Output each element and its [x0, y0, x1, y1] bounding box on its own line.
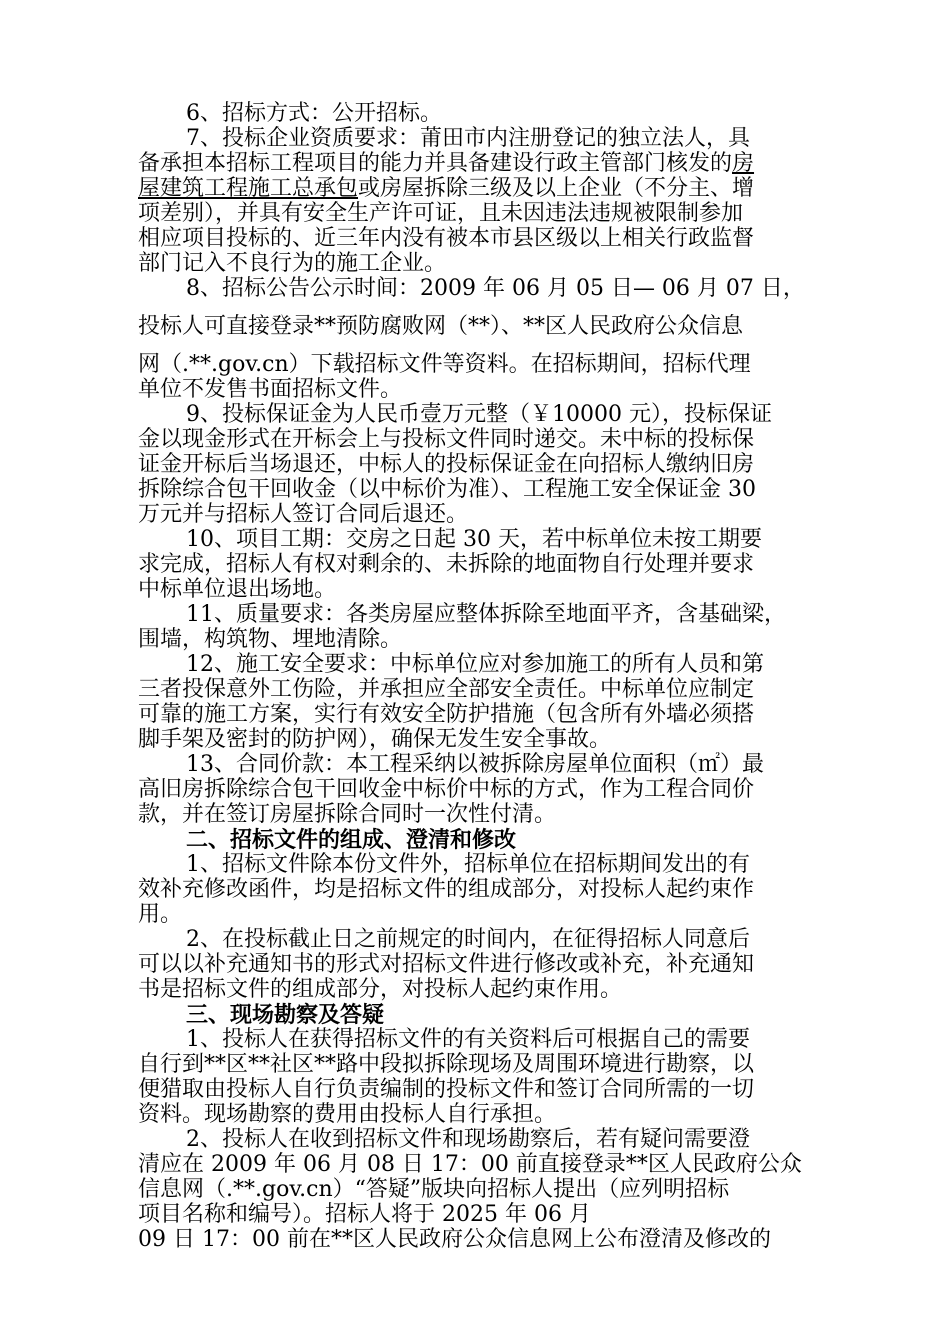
- text-line: 项差别），并具有安全生产许可证，且未因违法违规被限制参加: [138, 201, 744, 226]
- text-line: 7、投标企业资质要求：莆田市内注册登记的独立法人，具: [186, 126, 750, 151]
- text-line: [138, 151, 754, 177]
- text-line: 证金开标后当场退还，中标人的投标保证金在向招标人缴纳旧房: [138, 452, 755, 477]
- text-line: 自行到**区**社区**路中段拟拆除现场及周围环境进行勘察，以: [138, 1052, 755, 1077]
- text-line: 可以以补充通知书的形式对招标文件进行修改或补充，补充通知: [138, 952, 755, 977]
- text-line: 12、施工安全要求：中标单位应对参加施工的所有人员和第: [186, 652, 764, 677]
- text-span: 或房屋拆除三级及以上企业（不分主、增: [358, 176, 755, 201]
- text-line: 款，并在签订房屋拆除合同时一次性付清。: [138, 802, 557, 827]
- text-span: 备承担本招标工程项目的能力并具备建设行政主管部门核发的: [138, 151, 733, 176]
- section-heading: 三、现场勘察及答疑: [186, 1002, 385, 1028]
- underlined-text: 房: [732, 151, 755, 176]
- text-line: 单位不发售书面招标文件。: [138, 377, 403, 402]
- text-line: 投标人可直接登录**预防腐败网（**）、**区人民政府公众信息: [138, 314, 744, 339]
- text-line: 网（.**.gov.cn）下载招标文件等资料。在招标期间，招标代理: [138, 352, 751, 377]
- text-line: 效补充修改函件，均是招标文件的组成部分，对投标人起约束作: [138, 877, 755, 902]
- underlined-text: 屋建筑工程施工总承包: [138, 176, 359, 201]
- text-line: 用。: [138, 902, 183, 927]
- text-line: 信息网（.**.gov.cn）“答疑”版块向招标人提出（应列明招标: [138, 1177, 730, 1202]
- text-line: 相应项目投标的、近三年内没有被本市县区级以上相关行政监督: [138, 226, 755, 251]
- text-line: 万元并与招标人签订合同后退还。: [138, 502, 469, 527]
- text-line: 便猎取由投标人自行负责编制的投标文件和签订合同所需的一切: [138, 1077, 755, 1102]
- text-line: 09 日 17：00 前在**区人民政府公众信息网上公布澄清及修改的: [138, 1227, 771, 1252]
- text-line: 2、在投标截止日之前规定的时间内，在征得招标人同意后: [186, 927, 750, 952]
- text-line: 清应在 2009 年 06 月 08 日 17：00 前直接登录**区人民政府公众: [138, 1152, 802, 1177]
- text-line: 13、合同价款：本工程采纳以被拆除房屋单位面积（㎡）最: [186, 752, 764, 777]
- text-line: 资料。现场勘察的费用由投标人自行承担。: [138, 1102, 557, 1127]
- text-line: 高旧房拆除综合包干回收金中标价中标的方式，作为工程合同价: [138, 777, 755, 802]
- text-line: 1、投标人在获得招标文件的有关资料后可根据自己的需要: [186, 1027, 750, 1052]
- text-line: 围墙，构筑物、埋地清除。: [138, 627, 403, 652]
- text-line: 10、项目工期：交房之日起 30 天，若中标单位未按工期要: [186, 527, 762, 552]
- text-line: 部门记入不良行为的施工企业。: [138, 251, 447, 276]
- text-line: 中标单位退出场地。: [138, 577, 337, 602]
- text-line: [138, 176, 754, 202]
- text-line: 11、质量要求：各类房屋应整体拆除至地面平齐，含基础梁，: [186, 602, 786, 627]
- text-line: 三者投保意外工伤险，并承担应全部安全责任。中标单位应制定: [138, 677, 755, 702]
- text-line: 书是招标文件的组成部分，对投标人起约束作用。: [138, 977, 623, 1002]
- text-line: 金以现金形式在开标会上与投标文件同时递交。未中标的投标保: [138, 427, 755, 452]
- text-line: 1、招标文件除本份文件外，招标单位在招标期间发出的有: [186, 852, 750, 877]
- text-line: 6、招标方式：公开招标。: [186, 101, 442, 126]
- text-line: 8、招标公告公示时间：2009 年 06 月 05 日— 06 月 07 日，: [186, 276, 805, 301]
- text-line: 可靠的施工方案，实行有效安全防护措施（包含所有外墙必须搭: [138, 702, 755, 727]
- text-line: 求完成，招标人有权对剩余的、未拆除的地面物自行处理并要求: [138, 552, 755, 577]
- text-line: 项目名称和编号）。招标人将于 2025 年 06 月: [138, 1202, 591, 1227]
- text-line: 拆除综合包干回收金（以中标价为准）、工程施工安全保证金 30: [138, 477, 756, 502]
- text-line: 脚手架及密封的防护网），确保无发生安全事故。: [138, 727, 612, 752]
- section-heading: 二、招标文件的组成、澄清和修改: [186, 827, 517, 853]
- text-line: 2、投标人在收到招标文件和现场勘察后，若有疑问需要澄: [186, 1127, 750, 1152]
- text-line: 9、投标保证金为人民币壹万元整（￥10000 元），投标保证: [186, 402, 772, 427]
